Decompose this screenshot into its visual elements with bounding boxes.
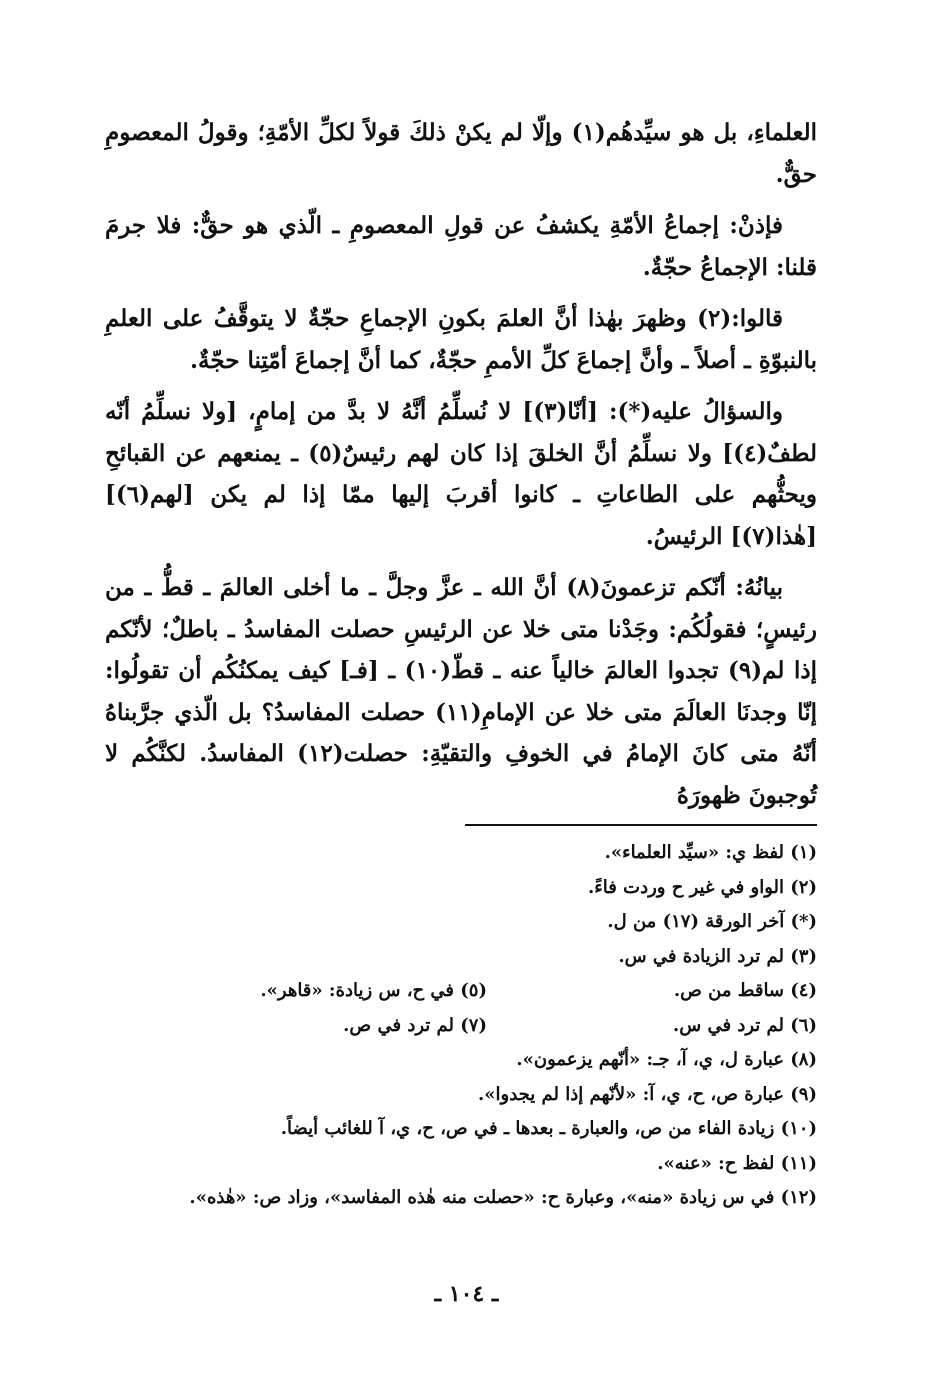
footnote-row-6-7 [105,1009,817,1044]
footnote-7: (٧) لم ترد في ص. [343,1014,487,1036]
footnote-row-4-5 [105,974,817,1009]
footnote-6: (٦) لم ترد في س. [672,1014,817,1036]
paragraph-2: فإذنْ: إجماعُ الأمّةِ يكشفُ عن قولِ المعصومِ ـ الّذي هو حقٌّ: فلا جرمَ قلنا: الإجماعُ حجّةٌ. [105,212,817,281]
footnote-star: (*) آخر الورقة (١٧) من ل. [607,911,817,932]
main-text [105,112,817,826]
footnote-3: (٣) لم ترد الزيادة في س. [618,945,817,967]
footnotes [105,836,817,1216]
paragraph-1: العلماءِ، بل هو سيِّدهُم(١) وإلّا لم يكنْ ذلكَ قولاً لكلِّ الأمّةِ؛ وقولُ المعصومِ حقٌّ. [105,119,818,188]
footnote-11: (١١) لفظ ح: «عنه». [657,1152,817,1174]
footnote-5: (٥) في ح، س زيادة: «قاهر». [260,980,487,1001]
paragraph-4: والسؤالُ عليه(*): [أنّا(٣)] لا نُسلِّمُ أنَّهُ لا بدَّ من إمامٍ، [ولا نسلِّمُ أنّه لطفٌ(٤)] ولا نسلِّمُ أنَّ الخلقَ إذا كان لهم رئيسٌ(٥) ـ يمنعهم عن القبائحِ ويحثُّهم على الطاعاتِ ـ كانوا أقربَ إليها ممّا إذا لم يكن [لهم(٦)] [هٰذا(٧)] الرئيسُ. [105,398,817,550]
footnote-8: (٨) عبارة ل، ي، آ، جـ: «أنّهم يزعمون». [516,1049,817,1070]
footnote-12: (١٢) في س زيادة «منه»، وعبارة ح: «حصلت منه هٰذه المفاسد»، وزاد ص: «هٰذه». [189,1187,817,1208]
footnote-10: (١٠) زيادة الفاء من ص، والعبارة ـ بعدها ـ في ص، ح، ي، آ للغائب أيضاً. [280,1118,817,1139]
footnote-1: (١) لفظ ي: «سيِّد العلماء». [604,842,817,863]
page-number: ـ ١٠٤ ـ [434,1281,499,1307]
footnote-2: (٢) الواو في غير ح وردت فاءً. [588,876,817,898]
footnote-4: (٤) ساقط من ص. [673,980,817,1001]
paragraph-5: بيانُهُ: أنّكم تزعمونَ(٨) أنَّ الله ـ عزَّ وجلَّ ـ ما أخلى العالمَ ـ قطُّ ـ من رئيسٍ؛ فقولُكُم: وجَدْنا متى خلا عن الرئيسِ حصلت المفاسدُ ـ باطلٌ؛ لأنّكم إذا لم(٩) تجدوا العالمَ خالياً عنه ـ قطّ(١٠) ـ [فـ] كيف يمكنُكُم أن تقولُوا: إنّا وجدنَا العالَمَ متى خلا عن الإمامِ(١١) حصلت المفاسدُ؟ بل الّذي جرَّبناهُ أنّهُ متى كانَ الإمامُ في الخوفِ والتقيّةِ: حصلت(١٢) المفاسدُ. لكنَّكُم لا تُوجبونَ ظهورَهُ [105,574,818,809]
paragraph-3: قالوا:(٢) وظهرَ بهٰذا أنَّ العلمَ بكونِ الإجماعِ حجّةٌ لا يتوقَّفُ على العلمِ بالنبوّةِ ـ أصلاً ـ وأنَّ إجماعَ كلِّ الأممِ حجّةٌ، كما أنَّ إجماعَ أمّتِنا حجّةٌ. [105,305,817,374]
footnote-divider [465,824,817,826]
footnote-9: (٩) عبارة ص، ح، ي، آ: «لأنّهم إذا لم يجدوا». [477,1083,817,1105]
